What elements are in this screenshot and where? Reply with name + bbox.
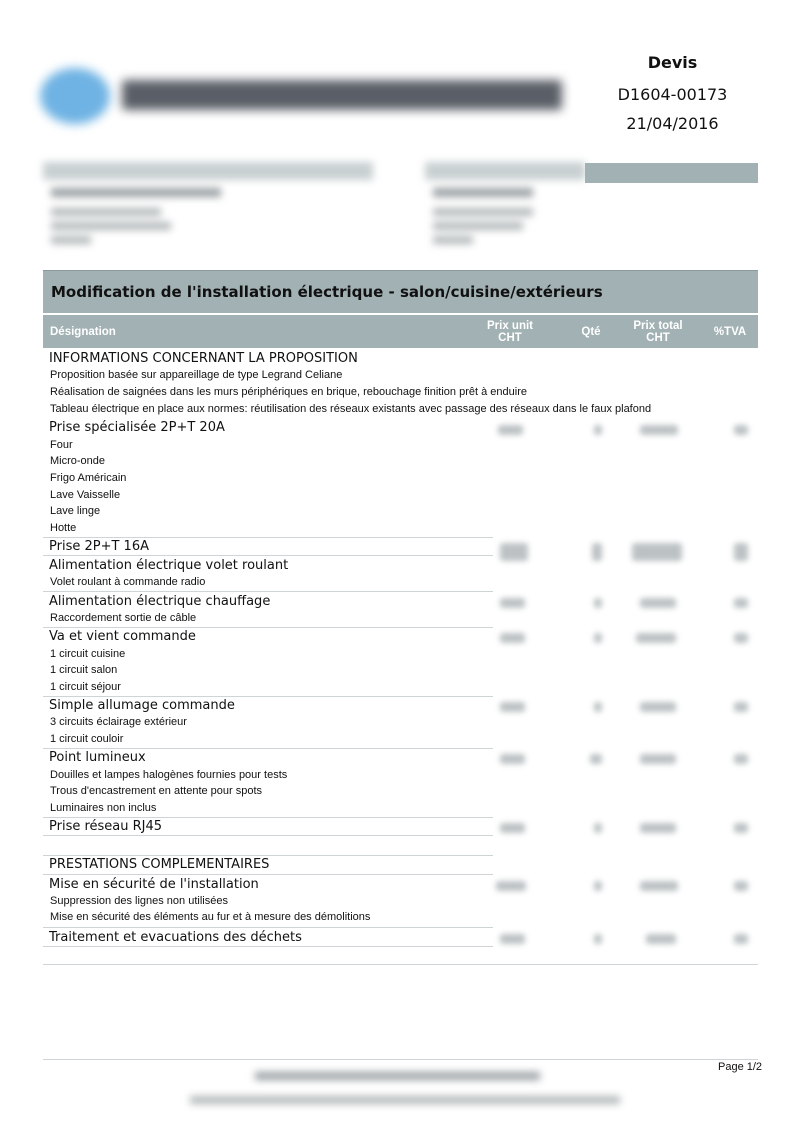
row-detail: Lave linge <box>50 505 101 517</box>
footer-rule <box>43 1059 758 1060</box>
row-separator <box>43 591 493 592</box>
address-band <box>585 163 758 183</box>
row-item: Prise 2P+T 16A <box>49 539 149 554</box>
col-vat: %TVA <box>713 326 747 338</box>
row-detail: Trous d'encastrement en attente pour spots <box>50 785 263 797</box>
col-quantity: Qté <box>581 326 601 338</box>
row-detail: Raccordement sortie de câble <box>50 612 197 624</box>
sender-address <box>43 160 378 255</box>
row-separator <box>43 748 493 749</box>
row-separator <box>43 927 493 928</box>
row-detail: Lave Vaisselle <box>50 489 121 501</box>
row-detail: Hotte <box>50 522 77 534</box>
row-separator <box>43 627 493 628</box>
row-detail: Frigo Américain <box>50 472 127 484</box>
client-address <box>425 160 585 255</box>
row-separator <box>43 817 493 818</box>
row-detail: Réalisation de saignées dans les murs périphériques en brique, rebouchage finition prêt à enduire <box>50 386 527 398</box>
row-detail: Suppression des lignes non utilisées <box>50 895 228 907</box>
col-designation: Désignation <box>50 326 116 338</box>
row-detail: Micro-onde <box>50 455 106 467</box>
row-item: Point lumineux <box>49 750 146 765</box>
col-total-price: Prix total CHT <box>633 320 683 344</box>
page-number: Page 1/2 <box>718 1061 763 1073</box>
row-separator <box>43 555 493 556</box>
row-detail: Mise en sécurité des éléments au fur et à mesure des démolitions <box>50 911 371 923</box>
document-type: Devis <box>647 53 698 72</box>
row-detail: Volet roulant à commande radio <box>50 576 206 588</box>
row-detail: 1 circuit séjour <box>50 681 121 693</box>
document-number: D1604-00173 <box>617 85 728 104</box>
row-item: Mise en sécurité de l'installation <box>49 877 259 892</box>
row-detail: 1 circuit salon <box>50 664 118 676</box>
row-detail: Luminaires non inclus <box>50 802 157 814</box>
row-detail: 1 circuit couloir <box>50 733 124 745</box>
section-title: Modification de l'installation électrique - salon/cuisine/extérieurs <box>51 283 603 301</box>
section-title-bar <box>43 270 758 313</box>
document-date: 21/04/2016 <box>626 114 719 133</box>
row-separator <box>43 696 493 697</box>
table-header <box>43 315 758 348</box>
row-item: Prise spécialisée 2P+T 20A <box>49 420 225 435</box>
row-separator <box>43 855 493 856</box>
row-separator <box>43 835 493 836</box>
row-item: Traitement et evacuations des déchets <box>49 930 302 945</box>
footer-legal-text <box>160 1062 650 1122</box>
row-detail: 3 circuits éclairage extérieur <box>50 716 187 728</box>
row-detail: Proposition basée sur appareillage de type Legrand Celiane <box>50 369 343 381</box>
row-item: Alimentation électrique chauffage <box>49 594 271 609</box>
row-separator <box>43 537 493 538</box>
row-detail: Douilles et lampes halogènes fournies pour tests <box>50 769 288 781</box>
row-item: Alimentation électrique volet roulant <box>49 558 289 573</box>
row-separator <box>43 946 493 947</box>
row-detail: Tableau électrique en place aux normes: réutilisation des réseaux existants avec passage des réseaux dans le faux plafond <box>50 403 652 415</box>
row-detail: 1 circuit cuisine <box>50 648 126 660</box>
row-item: Simple allumage commande <box>49 698 235 713</box>
row-separator <box>43 874 493 875</box>
row-heading: PRESTATIONS COMPLEMENTAIRES <box>49 857 270 872</box>
table-bottom-rule <box>43 964 758 965</box>
row-item: Va et vient commande <box>49 629 196 644</box>
company-logo <box>40 60 570 130</box>
col-unit-price: Prix unit CHT <box>486 320 533 344</box>
row-item: Prise réseau RJ45 <box>49 819 163 834</box>
row-detail: Four <box>50 439 73 451</box>
row-heading: INFORMATIONS CONCERNANT LA PROPOSITION <box>49 351 358 366</box>
